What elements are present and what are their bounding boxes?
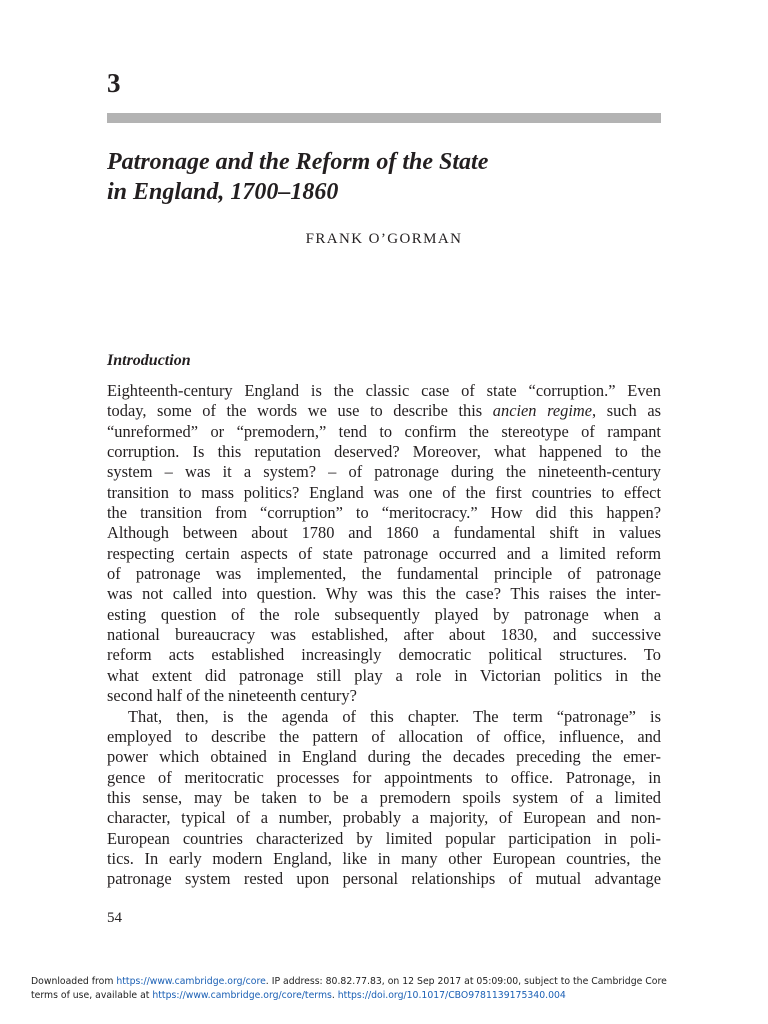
chapter-title-line: in England, 1700–1860 — [107, 179, 339, 205]
text-line: second half of the nineteenth century? — [107, 686, 357, 706]
text-line: of patronage was implemented, the fundamental principle of patronage — [107, 564, 661, 584]
chapter-number: 3 — [107, 68, 121, 98]
text-line: patronage system rested upon personal relationships of mutual advantage — [107, 869, 661, 889]
text-line: transition to mass politics? England was one of the first countries to effect — [107, 482, 661, 502]
footer-text: terms of use, available at — [31, 989, 153, 1001]
chapter-rule — [107, 113, 661, 123]
text-line: system – was it a system? – of patronage during the nineteenth-century — [107, 462, 661, 482]
terms-link[interactable]: https://www.cambridge.org/core/terms — [152, 989, 332, 1001]
text-line: what extent did patronage still play a role in Victorian politics in the — [107, 665, 661, 685]
text-line: this sense, may be taken to be a premodern spoils system of a limited — [107, 787, 661, 807]
text-line: gence of meritocratic processes for appointments to office. Patronage, in — [107, 767, 661, 787]
text-line: reform acts established increasingly democratic political structures. To — [107, 645, 661, 665]
download-footer — [31, 975, 741, 1002]
text-line: Although between about 1780 and 1860 a fundamental shift in values — [107, 523, 661, 543]
text-line: That, then, is the agenda of this chapter. The term “patronage” is — [128, 706, 661, 726]
footer-line — [31, 975, 741, 989]
italic-phrase: ancien regime — [492, 401, 592, 421]
text-line: was not called into question. Why was this the case? This raises the inter- — [107, 584, 661, 604]
text-line: the transition from “corruption” to “meritocracy.” How did this happen? — [107, 503, 661, 523]
chapter-title — [107, 147, 667, 207]
text-line — [107, 401, 661, 421]
text-line: Eighteenth-century England is the classic case of state “corruption.” Even — [107, 381, 661, 400]
text-line: employed to describe the pattern of allocation of office, influence, and — [107, 726, 661, 746]
text-line: corruption. Is this reputation deserved? Moreover, what happened to the — [107, 442, 661, 462]
doi-link[interactable]: https://doi.org/10.1017/CBO9781139175340.004 — [337, 989, 566, 1001]
text-fragment: , such as — [592, 401, 661, 421]
text-line: “unreformed” or “premodern,” tend to confirm the stereotype of rampant — [107, 421, 661, 441]
page-number: 54 — [107, 910, 122, 926]
cambridge-core-link[interactable]: https://www.cambridge.org/core — [116, 976, 266, 987]
author-name: FRANK O’GORMAN — [305, 231, 463, 247]
footer-text: . — [331, 989, 338, 1001]
text-line: character, typical of a number, probably a majority, of European and non- — [107, 808, 661, 828]
chapter-title-line: Patronage and the Reform of the State — [107, 149, 489, 175]
body-text — [107, 381, 661, 890]
footer-text: Downloaded from — [31, 976, 117, 987]
text-line: European countries characterized by limited popular participation in poli- — [107, 828, 661, 848]
text-line: tics. In early modern England, like in many other European countries, the — [107, 848, 661, 868]
footer-text: . IP address: 80.82.77.83, on 12 Sep 2017 at 05:09:00, subject to the Cambridge Core — [265, 976, 667, 987]
text-fragment: today, some of the words we use to describe this — [107, 401, 493, 421]
text-line: power which obtained in England during the decades preceding the emer- — [107, 747, 661, 767]
text-line: respecting certain aspects of state patronage occurred and a limited reform — [107, 543, 661, 563]
footer-line — [31, 989, 741, 1003]
text-line: esting question of the role subsequently played by patronage when a — [107, 604, 661, 624]
section-heading: Introduction — [107, 352, 191, 369]
text-line: national bureaucracy was established, after about 1830, and successive — [107, 625, 661, 645]
